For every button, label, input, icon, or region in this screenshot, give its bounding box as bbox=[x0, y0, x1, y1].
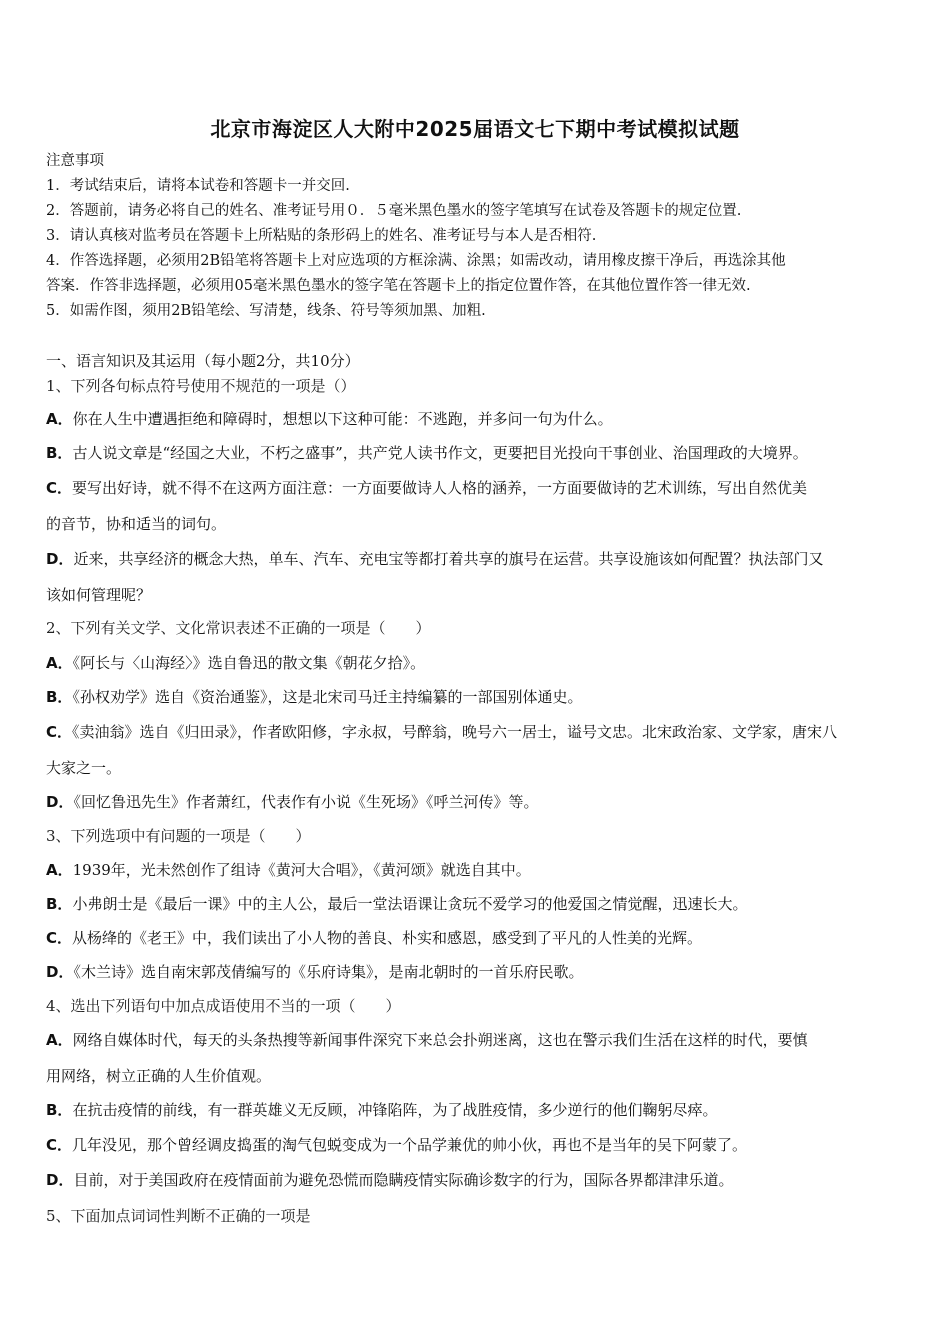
option-text: 你在人生中遭遇拒绝和障碍时，想想以下这种可能：不逃跑，并多问一句为什么。 bbox=[72, 410, 613, 428]
option-label: A． bbox=[46, 410, 73, 428]
option-text: 1939年，光未然创作了组诗《黄河大合唱》，《黄河颂》就选自其中。 bbox=[72, 861, 531, 879]
option-label: A． bbox=[46, 1031, 73, 1049]
option-continuation: 大家之一。 bbox=[46, 759, 122, 777]
option-a bbox=[46, 1030, 916, 1050]
option-d bbox=[46, 962, 916, 982]
option-continuation: 用网络，树立正确的人生价值观。 bbox=[46, 1067, 272, 1085]
option-label: C． bbox=[46, 723, 73, 741]
option-text: 《回忆鲁迅先生》作者萧红，代表作有小说《生死场》《呼兰河传》等。 bbox=[73, 793, 539, 811]
option-text: 网络自媒体时代，每天的头条热搜等新闻事件深究下来总会扑朔迷离，这也在警示我们生活在这样的时代，要慎 bbox=[72, 1031, 808, 1049]
option-label: D． bbox=[46, 963, 74, 981]
option-text: 《木兰诗》选自南宋郭茂倩编写的《乐府诗集》，是南北朝时的一首乐府民歌。 bbox=[73, 963, 584, 981]
option-text: 《阿长与〈山海经〉》选自鲁迅的散文集《朝花夕拾》。 bbox=[72, 654, 426, 672]
option-d bbox=[46, 1170, 916, 1190]
question-stem: 4、选出下列语句中加点成语使用不当的一项（ ） bbox=[46, 997, 401, 1015]
notice-item: 3．请认真核对监考员在答题卡上所粘贴的条形码上的姓名、准考证号与本人是否相符. bbox=[46, 228, 597, 244]
option-text: 小弗朗士是《最后一课》中的主人公，最后一堂法语课让贪玩不爱学习的他爱国之情觉醒，迅速长大。 bbox=[72, 895, 748, 913]
option-label: B． bbox=[46, 444, 73, 462]
option-continuation: 的音节，协和适当的词句。 bbox=[46, 515, 227, 533]
option-a bbox=[46, 653, 916, 673]
question-stem: 1、下列各句标点符号使用不规范的一项是（） bbox=[46, 377, 356, 395]
notice-item: 1．考试结束后，请将本试卷和答题卡一并交回. bbox=[46, 178, 350, 194]
option-text: 古人说文章是“经国之大业，不朽之盛事”，共产党人读书作文，更要把目光投向干事创业、治国理政的大境界。 bbox=[72, 444, 808, 462]
option-b bbox=[46, 1100, 916, 1120]
option-label: B． bbox=[46, 688, 73, 706]
option-text: 目前，对于美国政府在疫情面前为避免恐慌而隐瞒疫情实际确诊数字的行为，国际各界都津津乐道。 bbox=[73, 1171, 734, 1189]
option-label: D． bbox=[46, 793, 74, 811]
option-b bbox=[46, 894, 916, 914]
option-c bbox=[46, 928, 916, 948]
option-text: 在抗击疫情的前线，有一群英雄义无反顾，冲锋陷阵，为了战胜疫情，多少逆行的他们鞠躬尽瘁。 bbox=[72, 1101, 718, 1119]
option-d bbox=[46, 792, 916, 812]
question-stem: 2、下列有关文学、文化常识表述不正确的一项是（ ） bbox=[46, 619, 431, 637]
notice-heading: 注意事项 bbox=[46, 153, 104, 169]
notice-item: 2．答题前，请务必将自己的姓名、准考证号用０．５毫米黑色墨水的签字笔填写在试卷及答题卡的规定位置. bbox=[46, 203, 742, 219]
option-label: C． bbox=[46, 929, 73, 947]
notice-item: 4．作答选择题，必须用2B铅笔将答题卡上对应选项的方框涂满、涂黑；如需改动，请用橡皮擦干净后，再选涂其他 bbox=[46, 253, 786, 269]
section-heading: 一、语言知识及其运用（每小题2分，共10分） bbox=[46, 352, 360, 370]
notice-item: 答案．作答非选择题，必须用05毫米黑色墨水的签字笔在答题卡上的指定位置作答，在其他位置作答一律无效. bbox=[46, 278, 751, 294]
option-label: B． bbox=[46, 1101, 73, 1119]
option-b bbox=[46, 687, 916, 707]
question-stem: 5、下面加点词词性判断不正确的一项是 bbox=[46, 1207, 311, 1225]
option-label: A． bbox=[46, 654, 73, 672]
option-label: C． bbox=[46, 479, 73, 497]
option-text: 几年没见，那个曾经调皮捣蛋的淘气包蜕变成为一个品学兼优的帅小伙，再也不是当年的吴下阿蒙了。 bbox=[72, 1136, 748, 1154]
notice-item: 5．如需作图，须用2B铅笔绘、写清楚，线条、符号等须加黑、加粗. bbox=[46, 303, 486, 319]
option-d bbox=[46, 549, 916, 569]
option-b bbox=[46, 443, 916, 463]
option-label: D． bbox=[46, 1171, 74, 1189]
option-a bbox=[46, 409, 916, 429]
option-a bbox=[46, 860, 916, 880]
option-c bbox=[46, 1135, 916, 1155]
question-stem: 3、下列选项中有问题的一项是（ ） bbox=[46, 827, 311, 845]
document-title: 北京市海淀区人大附中2025届语文七下期中考试模拟试题 bbox=[210, 117, 740, 141]
option-text: 从杨绛的《老王》中，我们读出了小人物的善良、朴实和感恩，感受到了平凡的人性美的光辉。 bbox=[72, 929, 703, 947]
option-text: 近来，共享经济的概念大热，单车、汽车、充电宝等都打着共享的旗号在运营。共享设施该如何配置？执法部门又 bbox=[73, 550, 824, 568]
option-label: B． bbox=[46, 895, 73, 913]
option-text: 要写出好诗，就不得不在这两方面注意：一方面要做诗人人格的涵养，一方面要做诗的艺术训练，写出自然优美 bbox=[72, 479, 808, 497]
option-c bbox=[46, 722, 916, 742]
option-continuation: 该如何管理呢？ bbox=[46, 586, 152, 604]
option-text: 《孙权劝学》选自《资治通鉴》，这是北宋司马迁主持编纂的一部国别体通史。 bbox=[72, 688, 583, 706]
option-label: D． bbox=[46, 550, 74, 568]
option-label: A． bbox=[46, 861, 73, 879]
option-label: C． bbox=[46, 1136, 73, 1154]
option-c bbox=[46, 478, 916, 498]
option-text: 《卖油翁》选自《归田录》，作者欧阳修，字永叔，号醉翁，晚号六一居士，谥号文忠。北宋政治家、文学家，唐宋八 bbox=[72, 723, 838, 741]
